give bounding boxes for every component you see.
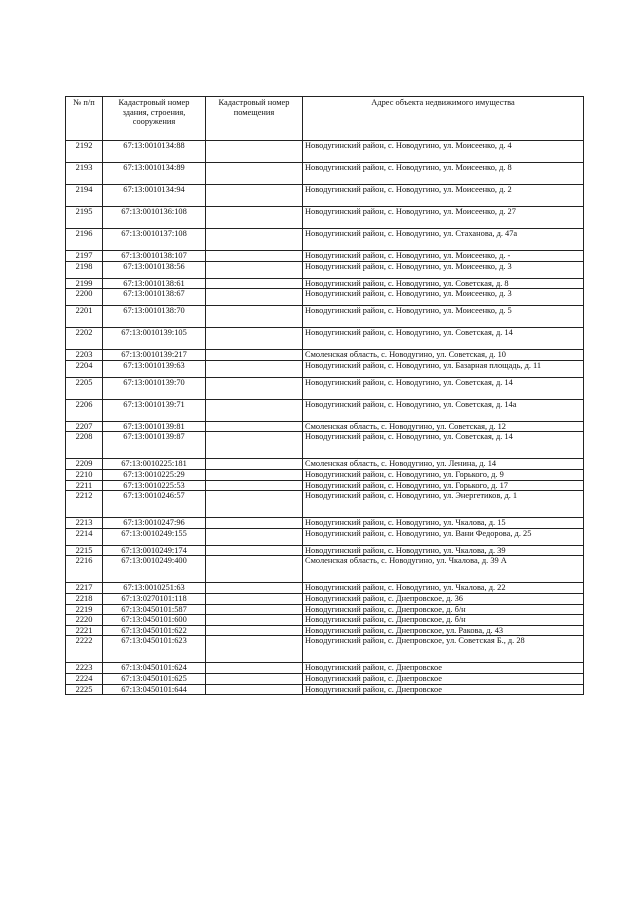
row-number: 2222: [66, 636, 103, 663]
table-row: [66, 518, 584, 529]
header-cadastral-room: Кадастровый номер помещения: [206, 97, 303, 141]
row-address: Новодугинский район, с. Днепровское: [303, 684, 584, 695]
table-row: [66, 350, 584, 361]
row-cadastral-building: 67:13:0010139:71: [103, 399, 206, 421]
table-row: [66, 583, 584, 594]
row-number: 2207: [66, 421, 103, 432]
row-number: 2217: [66, 583, 103, 594]
row-cadastral-room: [206, 636, 303, 663]
row-cadastral-building: 67:13:0010139:63: [103, 360, 206, 377]
row-cadastral-room: [206, 684, 303, 695]
row-cadastral-room: [206, 251, 303, 262]
row-address: Смоленская область, с. Новодугино, ул. Чкалова, д. 39 А: [303, 556, 584, 583]
registry-page: [65, 96, 583, 695]
row-cadastral-room: [206, 261, 303, 278]
row-cadastral-building: 67:13:0450101:600: [103, 615, 206, 626]
table-body: [66, 141, 584, 695]
row-number: 2206: [66, 399, 103, 421]
row-cadastral-building: 67:13:0450101:644: [103, 684, 206, 695]
row-address: Новодугинский район, с. Новодугино, ул. Моисеенко, д. -: [303, 251, 584, 262]
row-cadastral-room: [206, 185, 303, 207]
row-cadastral-room: [206, 673, 303, 684]
table-row: [66, 593, 584, 604]
row-number: 2223: [66, 663, 103, 674]
table-row: [66, 141, 584, 163]
row-cadastral-room: [206, 360, 303, 377]
row-cadastral-room: [206, 556, 303, 583]
row-number: 2193: [66, 163, 103, 185]
row-address: Новодугинский район, с. Новодугино, ул. Моисеенко, д. 27: [303, 207, 584, 229]
row-cadastral-room: [206, 399, 303, 421]
row-number: 2214: [66, 528, 103, 545]
row-cadastral-building: 67:13:0010138:107: [103, 251, 206, 262]
table-row: [66, 673, 584, 684]
row-cadastral-building: 67:13:0010136:108: [103, 207, 206, 229]
row-cadastral-building: 67:13:0010138:67: [103, 289, 206, 306]
table-row: [66, 328, 584, 350]
row-address: Новодугинский район, с. Днепровское, д. б/н: [303, 604, 584, 615]
table-row: [66, 399, 584, 421]
row-address: Новодугинский район, с. Новодугино, ул. Советская, д. 14а: [303, 399, 584, 421]
row-cadastral-room: [206, 469, 303, 480]
row-cadastral-building: 67:13:0010246:57: [103, 491, 206, 518]
row-address: Новодугинский район, с. Новодугино, ул. Горького, д. 17: [303, 480, 584, 491]
row-number: 2203: [66, 350, 103, 361]
table-row: [66, 615, 584, 626]
row-address: Смоленская область, с. Новодугино, ул. Советская, д. 12: [303, 421, 584, 432]
table-row: [66, 663, 584, 674]
row-number: 2198: [66, 261, 103, 278]
row-number: 2205: [66, 377, 103, 399]
row-address: Новодугинский район, с. Новодугино, ул. Советская, д. 14: [303, 328, 584, 350]
row-cadastral-room: [206, 229, 303, 251]
row-cadastral-building: 67:13:0010249:174: [103, 545, 206, 556]
row-number: 2197: [66, 251, 103, 262]
row-number: 2202: [66, 328, 103, 350]
row-number: 2210: [66, 469, 103, 480]
registry-table: [65, 96, 584, 695]
row-cadastral-building: 67:13:0010138:70: [103, 306, 206, 328]
row-cadastral-building: 67:13:0010134:88: [103, 141, 206, 163]
row-address: Новодугинский район, с. Новодугино, ул. Советская, д. 8: [303, 278, 584, 289]
row-cadastral-room: [206, 625, 303, 636]
row-number: 2211: [66, 480, 103, 491]
row-address: Новодугинский район, с. Новодугино, ул. Вани Федорова, д. 25: [303, 528, 584, 545]
table-row: [66, 261, 584, 278]
table-row: [66, 604, 584, 615]
row-number: 2199: [66, 278, 103, 289]
row-number: 2209: [66, 459, 103, 470]
row-number: 2221: [66, 625, 103, 636]
table-row: [66, 684, 584, 695]
row-address: Новодугинский район, с. Днепровское, д. б/н: [303, 615, 584, 626]
row-cadastral-room: [206, 518, 303, 529]
row-address: Новодугинский район, с. Днепровское, д. 36: [303, 593, 584, 604]
table-row: [66, 545, 584, 556]
header-cadastral-building: Кадастровый номер здания, строения, сооружения: [103, 97, 206, 141]
header-number: № п/п: [66, 97, 103, 141]
table-row: [66, 207, 584, 229]
row-number: 2200: [66, 289, 103, 306]
row-address: Новодугинский район, с. Новодугино, ул. Стаханова, д. 47а: [303, 229, 584, 251]
row-address: Новодугинский район, с. Днепровское: [303, 673, 584, 684]
table-row: [66, 251, 584, 262]
row-cadastral-building: 67:13:0010138:61: [103, 278, 206, 289]
row-cadastral-room: [206, 459, 303, 470]
table-row: [66, 480, 584, 491]
row-number: 2192: [66, 141, 103, 163]
row-address: Новодугинский район, с. Новодугино, ул. Моисеенко, д. 4: [303, 141, 584, 163]
row-cadastral-room: [206, 421, 303, 432]
row-number: 2194: [66, 185, 103, 207]
row-cadastral-building: 67:13:0010249:400: [103, 556, 206, 583]
table-row: [66, 432, 584, 459]
row-number: 2220: [66, 615, 103, 626]
row-cadastral-building: 67:13:0010138:56: [103, 261, 206, 278]
row-address: Новодугинский район, с. Новодугино, ул. Моисеенко, д. 3: [303, 289, 584, 306]
row-cadastral-building: 67:13:0010139:217: [103, 350, 206, 361]
row-cadastral-room: [206, 278, 303, 289]
table-row: [66, 289, 584, 306]
table-row: [66, 163, 584, 185]
table-row: [66, 556, 584, 583]
table-row: [66, 185, 584, 207]
table-row: [66, 459, 584, 470]
row-number: 2215: [66, 545, 103, 556]
row-cadastral-room: [206, 163, 303, 185]
row-cadastral-room: [206, 528, 303, 545]
row-number: 2213: [66, 518, 103, 529]
row-address: Новодугинский район, с. Днепровское, ул. Ракова, д. 43: [303, 625, 584, 636]
row-address: Новодугинский район, с. Новодугино, ул. Советская, д. 14: [303, 377, 584, 399]
row-address: Новодугинский район, с. Новодугино, ул. Горького, д. 9: [303, 469, 584, 480]
table-row: [66, 278, 584, 289]
row-cadastral-building: 67:13:0450101:624: [103, 663, 206, 674]
row-cadastral-room: [206, 491, 303, 518]
row-number: 2201: [66, 306, 103, 328]
header-address: Адрес объекта недвижимого имущества: [303, 97, 584, 141]
row-address: Новодугинский район, с. Новодугино, ул. Советская, д. 14: [303, 432, 584, 459]
row-number: 2224: [66, 673, 103, 684]
row-address: Новодугинский район, с. Днепровское: [303, 663, 584, 674]
row-number: 2216: [66, 556, 103, 583]
row-cadastral-building: 67:13:0010225:29: [103, 469, 206, 480]
row-address: Новодугинский район, с. Днепровское, ул. Советская Б., д. 28: [303, 636, 584, 663]
row-cadastral-room: [206, 306, 303, 328]
row-cadastral-room: [206, 593, 303, 604]
row-cadastral-room: [206, 350, 303, 361]
row-cadastral-room: [206, 604, 303, 615]
row-cadastral-room: [206, 432, 303, 459]
table-row: [66, 377, 584, 399]
row-cadastral-room: [206, 615, 303, 626]
row-cadastral-room: [206, 141, 303, 163]
row-number: 2196: [66, 229, 103, 251]
row-cadastral-building: 67:13:0010137:108: [103, 229, 206, 251]
row-address: Новодугинский район, с. Новодугино, ул. Чкалова, д. 15: [303, 518, 584, 529]
row-cadastral-room: [206, 480, 303, 491]
row-cadastral-building: 67:13:0450101:587: [103, 604, 206, 615]
row-address: Смоленская область, с. Новодугино, ул. Советская, д. 10: [303, 350, 584, 361]
row-cadastral-building: 67:13:0450101:623: [103, 636, 206, 663]
row-cadastral-building: 67:13:0010139:70: [103, 377, 206, 399]
table-header: [66, 97, 584, 141]
row-cadastral-room: [206, 328, 303, 350]
row-cadastral-room: [206, 583, 303, 594]
row-number: 2219: [66, 604, 103, 615]
row-number: 2195: [66, 207, 103, 229]
row-address: Новодугинский район, с. Новодугино, ул. Чкалова, д. 22: [303, 583, 584, 594]
row-number: 2218: [66, 593, 103, 604]
row-cadastral-building: 67:13:0010225:53: [103, 480, 206, 491]
row-number: 2204: [66, 360, 103, 377]
row-number: 2225: [66, 684, 103, 695]
row-cadastral-room: [206, 289, 303, 306]
row-address: Новодугинский район, с. Новодугино, ул. Моисеенко, д. 5: [303, 306, 584, 328]
row-number: 2208: [66, 432, 103, 459]
row-cadastral-building: 67:13:0010249:155: [103, 528, 206, 545]
table-row: [66, 306, 584, 328]
row-cadastral-room: [206, 545, 303, 556]
row-cadastral-building: 67:13:0450101:625: [103, 673, 206, 684]
table-row: [66, 229, 584, 251]
table-row: [66, 636, 584, 663]
row-cadastral-building: 67:13:0270101:118: [103, 593, 206, 604]
table-row: [66, 625, 584, 636]
table-row: [66, 528, 584, 545]
row-address: Новодугинский район, с. Новодугино, ул. Моисеенко, д. 3: [303, 261, 584, 278]
row-cadastral-building: 67:13:0010247:96: [103, 518, 206, 529]
row-cadastral-building: 67:13:0010139:81: [103, 421, 206, 432]
row-address: Новодугинский район, с. Новодугино, ул. Энергетиков, д. 1: [303, 491, 584, 518]
table-row: [66, 360, 584, 377]
row-cadastral-room: [206, 663, 303, 674]
row-cadastral-building: 67:13:0010139:87: [103, 432, 206, 459]
row-cadastral-room: [206, 207, 303, 229]
row-address: Смоленская область, с. Новодугино, ул. Ленина, д. 14: [303, 459, 584, 470]
row-number: 2212: [66, 491, 103, 518]
row-address: Новодугинский район, с. Новодугино, ул. Базарная площадь, д. 11: [303, 360, 584, 377]
row-cadastral-building: 67:13:0010134:94: [103, 185, 206, 207]
row-cadastral-room: [206, 377, 303, 399]
row-address: Новодугинский район, с. Новодугино, ул. Моисеенко, д. 8: [303, 163, 584, 185]
table-row: [66, 421, 584, 432]
row-address: Новодугинский район, с. Новодугино, ул. Чкалова, д. 39: [303, 545, 584, 556]
row-cadastral-building: 67:13:0010134:89: [103, 163, 206, 185]
row-cadastral-building: 67:13:0450101:622: [103, 625, 206, 636]
row-cadastral-building: 67:13:0010251:63: [103, 583, 206, 594]
row-cadastral-building: 67:13:0010139:105: [103, 328, 206, 350]
row-cadastral-building: 67:13:0010225:181: [103, 459, 206, 470]
row-address: Новодугинский район, с. Новодугино, ул. Моисеенко, д. 2: [303, 185, 584, 207]
table-row: [66, 491, 584, 518]
table-row: [66, 469, 584, 480]
